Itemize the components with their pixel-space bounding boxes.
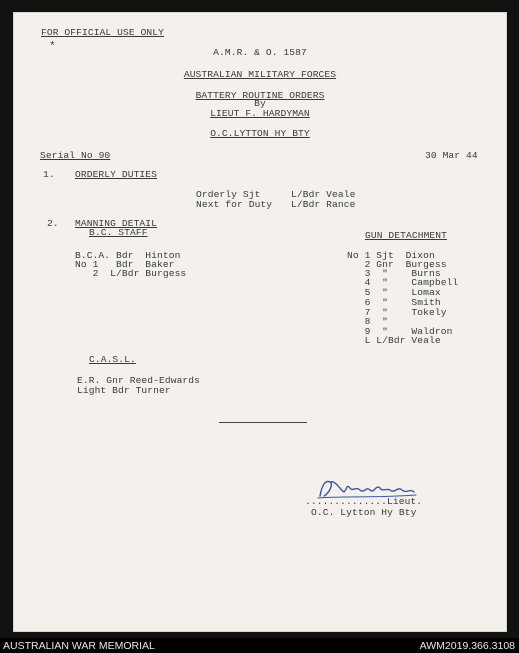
orderly-name-2: L/Bdr Rance <box>291 199 356 210</box>
orderly-duties-heading: ORDERLY DUTIES <box>75 169 158 180</box>
orderly-role-1: Orderly Sjt <box>196 189 261 200</box>
bc-staff-line-3: 2 L/Bdr Burgess <box>75 268 187 279</box>
classification-label: FOR OFFICIAL USE ONLY <box>41 27 165 38</box>
casl-heading: C.A.S.L. <box>89 354 136 365</box>
unit-name: O.C.LYTTON HY BTY <box>210 128 310 139</box>
signature-line: ..............Lieut. <box>305 496 423 507</box>
gun-line-1: No 1 Sjt Dixon <box>347 250 435 261</box>
signature-unit: O.C. Lytton Hy Bty <box>311 507 417 518</box>
gun-line-10: L L/Bdr Veale <box>347 335 441 346</box>
order-date: 30 Mar 44 <box>425 150 478 161</box>
bc-staff-line-2: No 1 Bdr Baker <box>75 259 175 270</box>
gun-line-7: 7 " Tokely <box>347 307 447 318</box>
section-1-number: 1. <box>43 169 55 180</box>
casl-line-1: E.R. Gnr Reed-Edwards <box>77 375 201 386</box>
by-label: By <box>254 98 266 109</box>
gun-line-9: 9 " Waldron <box>347 326 453 337</box>
gun-line-5: 5 " Lomax <box>347 287 441 298</box>
bc-staff-heading: B.C. STAFF <box>89 227 148 238</box>
manning-detail-heading: MANNING DETAIL <box>75 218 158 229</box>
orders-title: BATTERY ROUTINE ORDERS <box>195 90 325 101</box>
document-page <box>13 12 507 632</box>
section-2-number: 2. <box>47 218 59 229</box>
footer-accession-number: AWM2019.366.3108 <box>419 640 515 652</box>
orderly-name-1: L/Bdr Veale <box>291 189 356 200</box>
gun-line-2: 2 Gnr Burgess <box>347 259 447 270</box>
gun-line-4: 4 " Campbell <box>347 277 459 288</box>
author-name: LIEUT F. HARDYMAN <box>210 108 310 119</box>
gun-line-3: 3 " Burns <box>347 268 441 279</box>
orderly-role-2: Next for Duty <box>196 199 273 210</box>
footer-institution: AUSTRALIAN WAR MEMORIAL <box>3 640 155 652</box>
bc-staff-line-1: B.C.A. Bdr Hinton <box>75 250 181 261</box>
separator-line <box>219 422 307 423</box>
casl-line-2: Light Bdr Turner <box>77 385 171 396</box>
gun-line-8: 8 " <box>347 316 389 327</box>
serial-number: Serial No 90 <box>40 150 111 161</box>
order-reference: A.M.R. & O. 1587 <box>213 47 307 58</box>
gun-detachment-heading: GUN DETACHMENT <box>365 230 448 241</box>
gun-line-6: 6 " Smith <box>347 297 441 308</box>
force-name: AUSTRALIAN MILITARY FORCES <box>183 69 337 80</box>
asterisk-mark: * <box>49 41 56 53</box>
